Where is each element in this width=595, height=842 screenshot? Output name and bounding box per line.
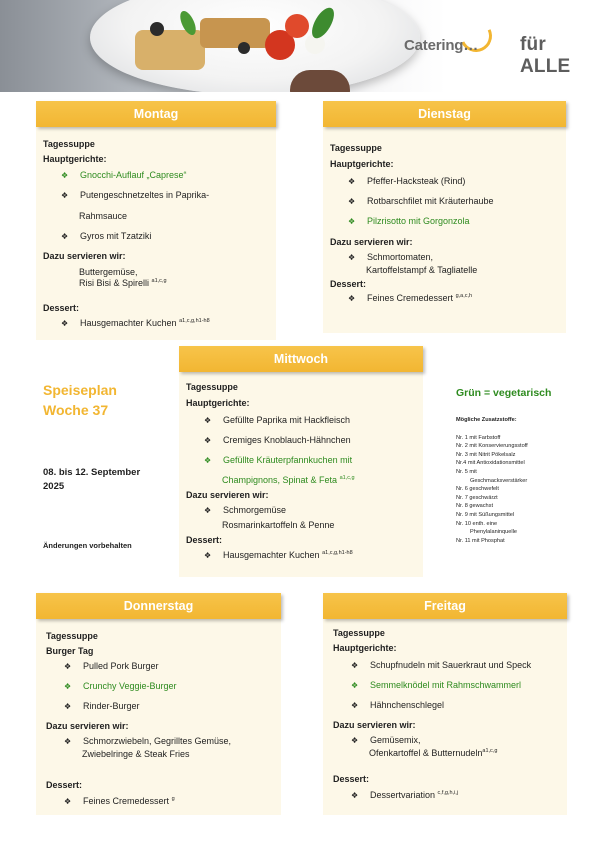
label-sides: Dazu servieren wir: <box>333 720 416 730</box>
bullet-icon: ❖ <box>348 217 356 226</box>
bullet-icon: ❖ <box>64 737 72 746</box>
bullet-icon: ❖ <box>348 177 356 186</box>
dish-item: ❖ Gefüllte Kräuterpfannkuchen mit <box>204 455 353 465</box>
logo-text-catering: Catering… <box>404 37 479 54</box>
bullet-icon: ❖ <box>348 253 356 262</box>
sides-line: Risi Bisi & Spirelli $^{a1,c,g}$ <box>79 278 167 288</box>
vegetarian-legend: Grün = vegetarisch <box>456 387 552 399</box>
day-header-montag: Montag <box>36 101 276 127</box>
dessert-item: ❖ Hausgemachter Kuchen $^{a1,c,g,h1-h8}$ <box>204 550 353 560</box>
bullet-icon: ❖ <box>64 702 72 711</box>
tomato-shape <box>285 14 309 38</box>
bullet-icon: ❖ <box>204 436 212 445</box>
additive-item: Nr. 9 mit Süßungsmittel <box>456 511 515 518</box>
bullet-icon: ❖ <box>64 662 72 671</box>
label-sides: Dazu servieren wir: <box>46 721 129 731</box>
additive-item: Nr. 1 mit Farbstoff <box>456 434 501 441</box>
additive-item: Nr. 11 mit Phosphat <box>456 537 505 544</box>
label-dessert: Dessert: <box>186 535 223 545</box>
bullet-icon: ❖ <box>204 551 212 560</box>
dish-item: ❖ Hähnchenschlegel <box>351 700 445 710</box>
additive-item: Phenylalaninquelle <box>470 529 517 536</box>
label-soup: Tagessuppe <box>186 382 238 392</box>
bullet-icon: ❖ <box>61 319 69 328</box>
bullet-icon: ❖ <box>348 294 356 303</box>
dish-item: ❖ Gefüllte Paprika mit Hackfleisch <box>204 415 351 425</box>
label-mains: Hauptgerichte: <box>186 398 250 408</box>
olive-shape <box>238 42 250 54</box>
date-range-year: 2025 <box>43 481 65 492</box>
bullet-icon: ❖ <box>348 197 356 206</box>
sides-line: ❖ Schmorzwiebeln, Gegrilltes Gemüse, <box>64 736 232 746</box>
label-soup: Tagessuppe <box>46 631 98 641</box>
day-header-dienstag: Dienstag <box>323 101 566 127</box>
bullet-icon: ❖ <box>204 506 212 515</box>
bruschetta-shape <box>135 30 205 70</box>
bullet-icon: ❖ <box>61 232 69 241</box>
menu-mittwoch <box>186 382 422 561</box>
bullet-icon: ❖ <box>351 681 359 690</box>
bullet-icon: ❖ <box>351 701 359 710</box>
sides-line: Zwiebelringe & Steak Fries <box>82 749 190 759</box>
additive-item: Geschmacksverstärker <box>470 477 528 484</box>
dish-item: ❖ Cremiges Knoblauch-Hähnchen <box>204 435 351 445</box>
additive-item: Nr. 2 mit Konservierungsstoff <box>456 443 528 450</box>
dessert-item: ❖ Feines Cremedessert $^g$ <box>64 796 175 806</box>
additive-item: Nr. 6 geschwefelt <box>456 486 499 493</box>
bruschetta-shape <box>200 18 270 48</box>
label-mains: Hauptgerichte: <box>333 643 397 653</box>
sides-line: Buttergemüse, <box>79 267 138 277</box>
page-title <box>43 380 117 420</box>
additive-item: Nr.4 mit Antioxidationsmittel <box>456 460 525 467</box>
label-dessert: Dessert: <box>46 780 83 790</box>
dish-item: ❖ Crunchy Veggie-Burger <box>64 681 177 691</box>
dish-item: ❖ Schupfnudeln mit Sauerkraut und Speck <box>351 660 532 670</box>
changes-notice: Änderungen vorbehalten <box>43 541 132 550</box>
dish-item: ❖ Gyros mit Tzatziki <box>61 231 152 241</box>
label-burger-day: Burger Tag <box>46 646 94 656</box>
day-header-donnerstag: Donnerstag <box>36 593 281 619</box>
hand-shape <box>290 70 350 92</box>
sides-line: ❖ Gemüsemix, <box>351 735 421 745</box>
title-week: Woche 37 <box>43 402 109 418</box>
sides-line: Ofenkartoffel & Butternudeln$^{a1,c,g}$ <box>369 748 498 758</box>
dish-item: ❖ Semmelknödel mit Rahmschwammerl <box>351 680 522 690</box>
label-dessert: Dessert: <box>43 303 80 313</box>
menu-montag <box>43 139 273 329</box>
additive-item: Nr. 3 mit Nitrit Pökelsalz <box>456 451 516 458</box>
day-header-freitag: Freitag <box>323 593 567 619</box>
label-soup: Tagessuppe <box>333 628 385 638</box>
dish-item: ❖ Rotbarschfilet mit Kräuterhaube <box>348 196 494 206</box>
label-soup: Tagessuppe <box>330 143 382 153</box>
dish-item-continued: Champignons, Spinat & Feta $^{a1,c,g}$ <box>222 475 355 485</box>
label-sides: Dazu servieren wir: <box>43 251 126 261</box>
sides-line: ❖ Schmorgemüse <box>204 505 287 515</box>
sides-line: Rosmarinkartoffeln & Penne <box>222 520 335 530</box>
day-header-mittwoch: Mittwoch <box>179 346 423 372</box>
bullet-icon: ❖ <box>61 191 69 200</box>
bullet-icon: ❖ <box>351 791 359 800</box>
dish-item: ❖ Pulled Pork Burger <box>64 661 159 671</box>
additive-item: Nr. 10 enth. eine <box>456 520 498 527</box>
additives-heading: Mögliche Zusatzstoffe: <box>456 417 517 423</box>
additives-list <box>456 416 528 545</box>
bullet-icon: ❖ <box>204 456 212 465</box>
bullet-icon: ❖ <box>204 416 212 425</box>
date-range <box>43 466 140 494</box>
label-sides: Dazu servieren wir: <box>330 237 413 247</box>
dessert-item: ❖ Dessertvariation $^{c,f,g,h,i,j}$ <box>351 790 459 800</box>
bullet-icon: ❖ <box>64 797 72 806</box>
dish-item: ❖ Pilzrisotto mit Gorgonzola <box>348 216 470 226</box>
label-dessert: Dessert: <box>330 279 367 289</box>
dessert-item: ❖ Hausgemachter Kuchen $^{a1,c,g,h1-h8}$ <box>61 318 210 328</box>
label-mains: Hauptgerichte: <box>43 154 107 164</box>
menu-donnerstag <box>46 631 281 807</box>
catering-logo <box>404 34 579 77</box>
additive-item: Nr. 8 gewachst <box>456 503 493 510</box>
dish-item: ❖ Rinder-Burger <box>64 701 140 711</box>
sides-line: Kartoffelstampf & Tagliatelle <box>366 265 478 275</box>
sides-line: ❖ Schmortomaten, <box>348 252 434 262</box>
title-line: Speiseplan <box>43 382 117 398</box>
menu-dienstag <box>330 143 564 304</box>
bullet-icon: ❖ <box>64 682 72 691</box>
label-soup: Tagessuppe <box>43 139 95 149</box>
logo-text-fuer-alle: für ALLE <box>520 34 571 77</box>
dessert-item: ❖ Feines Cremedessert $^{g,a,c,h}$ <box>348 293 473 303</box>
menu-freitag <box>333 628 567 801</box>
label-mains: Hauptgerichte: <box>330 159 394 169</box>
bullet-icon: ❖ <box>351 661 359 670</box>
bullet-icon: ❖ <box>351 736 359 745</box>
additive-item: Nr. 7 geschwärzt <box>456 494 498 501</box>
dish-item: ❖ Pfeffer-Hacksteak (Rind) <box>348 176 466 186</box>
date-range-line: 08. bis 12. September <box>43 467 141 478</box>
additive-item: Nr. 5 mit <box>456 468 477 475</box>
dish-item: ❖ Gnocchi-Auflauf „Caprese“ <box>61 170 187 180</box>
bullet-icon: ❖ <box>61 171 69 180</box>
label-dessert: Dessert: <box>333 774 370 784</box>
olive-shape <box>150 22 164 36</box>
dish-item: ❖ Putengeschnetzeltes in Paprika- <box>61 190 210 200</box>
dish-item-continued: Rahmsauce <box>79 211 128 221</box>
label-sides: Dazu servieren wir: <box>186 490 269 500</box>
